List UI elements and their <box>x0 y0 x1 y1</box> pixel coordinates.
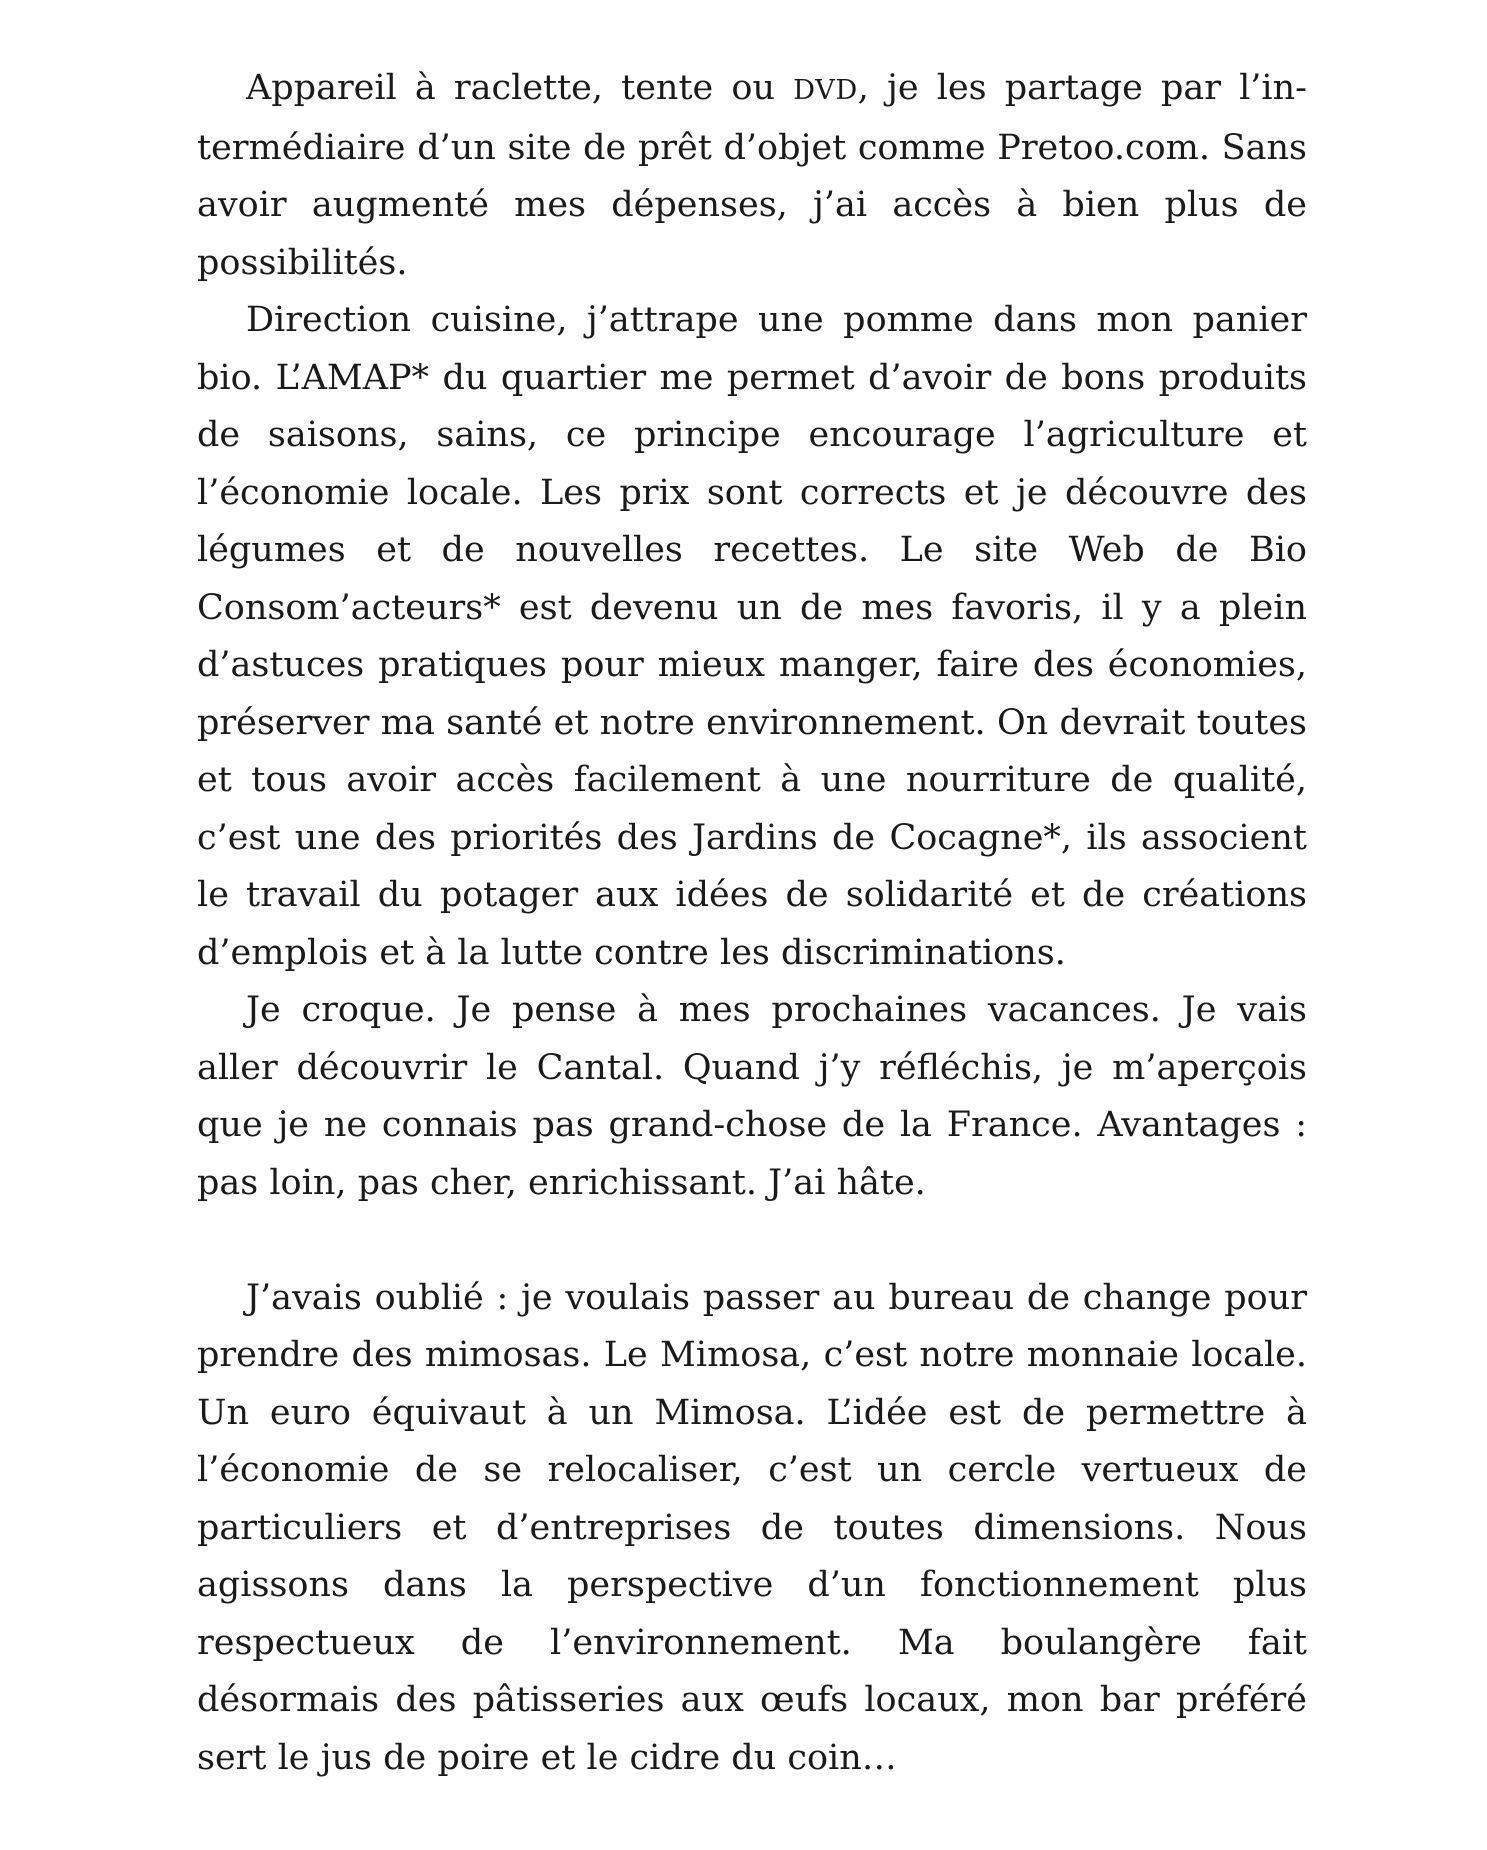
paragraph-sharing <box>197 60 1307 292</box>
paragraph-sharing-end: , je les partage par l’intermédiaire d’un site de prêt d’objet comme Pretoo.com. Sans avoir augmenté mes dépenses, j’ai accès à bien plus de possibilités. <box>197 68 1307 283</box>
paragraph-vacation: Je croque. Je pense à mes prochaines vacances. Je vais aller découvrir le Cantal. Quand j’y réfléchis, je m’aperçois que je ne connais pas grand-chose de la France. Avantages : pas loin, pas cher, enrichissant. J’ai hâte. <box>197 990 1307 1203</box>
dvd-smallcaps: DVD <box>793 75 858 106</box>
paragraph-sharing-start: Appareil à raclette, tente ou <box>246 68 794 108</box>
paragraph-kitchen: Direction cuisine, j’attrape une pomme dans mon panier bio. L’AMAP* du quartier me permet d’avoir de bons produits de saisons, sains, ce principe encourage l’agriculture et l’économie locale. Les prix sont corrects et je découvre des légumes et de nouvelles recettes. Le site Web de Bio Consom’acteurs* est devenu un de mes favoris, il y a plein d’astuces pratiques pour mieux manger, faire des économies, préserver ma santé et notre environnement. On devrait toutes et tous avoir accès facilement à une nourriture de qualité, c’est une des priorités des Jardins de Cocagne*, ils associent le travail du potager aux idées de solidarité et de créations d’emplois et à la lutte contre les discriminations. <box>197 300 1307 973</box>
book-page <box>197 60 1307 1787</box>
paragraph-mimosa: J’avais oublié : je voulais passer au bureau de change pour prendre des mimosas. Le Mimosa, c’est notre monnaie locale. Un euro équivaut à un Mimosa. L’idée est de permettre à l’économie de se relocaliser, c’est un cercle vertueux de particuliers et d’entreprises de toutes dimensions. Nous agissons dans la perspective d’un fonctionnement plus respectueux de l’environnement. Ma boulangère fait désormais des pâtisseries aux œufs locaux, mon bar préféré sert le jus de poire et le cidre du coin… <box>197 1277 1307 1778</box>
